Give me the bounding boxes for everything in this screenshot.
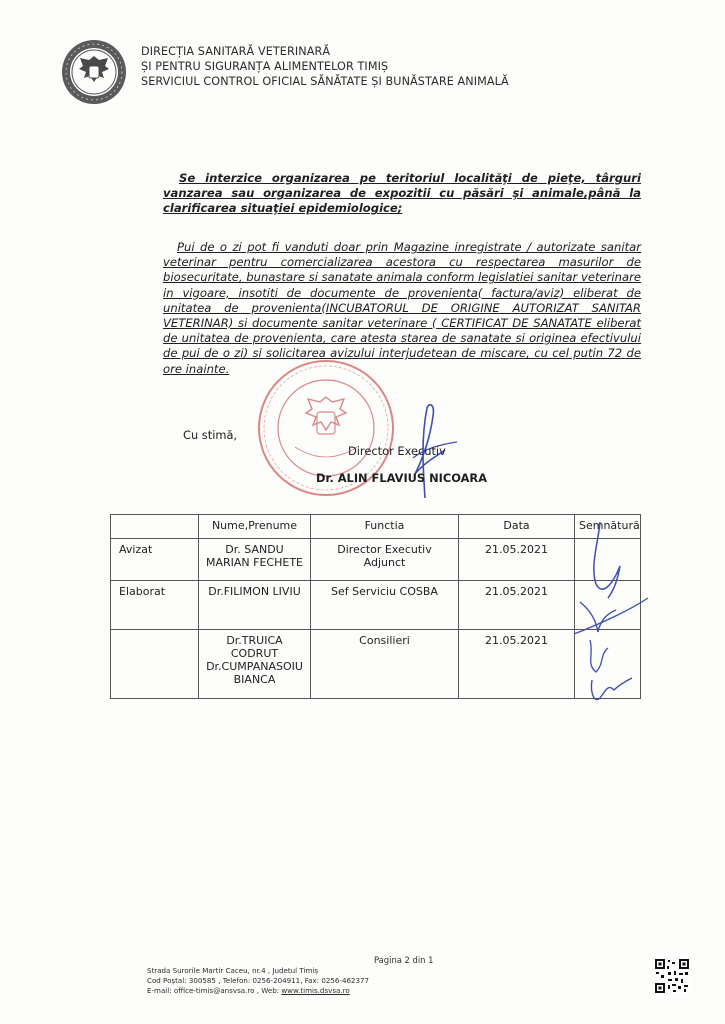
paragraph-market-ban: Se interzice organizarea pe teritoriul localităţi de pieţe, târguri vanzarea sau organizarea de expozitii cu păsări şi animale,până la clarificarea situaţiei epidemiologice; <box>163 171 641 216</box>
header-name: Nume,Prenume <box>199 515 311 539</box>
header-role <box>111 515 199 539</box>
director-name: Dr. ALIN FLAVIUS NICOARA <box>316 471 488 485</box>
row-name: Dr.FILIMON LIVIU <box>199 581 311 630</box>
closing-greeting: Cu stimă, <box>183 428 238 442</box>
header-service-line: SERVICIUL CONTROL OFICIAL SĂNĂTATE ȘI BUNĂSTARE ANIMALĂ <box>141 75 509 88</box>
page-number: Pagina 2 din 1 <box>374 955 434 965</box>
row-function: Consilieri <box>311 630 459 699</box>
row-role <box>111 630 199 699</box>
row-date: 21.05.2021 <box>459 581 575 630</box>
table-handwritten-signatures <box>560 514 650 714</box>
paragraph-day-old-chicks: Pui de o zi pot fi vanduti doar prin Magazine inregistrate / autorizate sanitar veterinar pentru comercializarea acestora cu respectarea masurilor de biosecuritate, bunastare si sanatate animala conform legislatiei sanitar veterinare in vigoare, insotiti de documente de provenienta( factura/aviz) eliberat de unitatea de provenienta(INCUBATORUL DE ORIGINE AUTORIZAT SANITAR VETERINAR) si documente sanitar veterinare ( CERTIFICAT DE SANATATE eliberat de unitatea de provenienta, care atesta starea de sanatate si originea efectivului de pui de o zi) si solicitarea avizului interjudetean de miscare, cu cel putin 72 de ore inainte. <box>163 240 642 376</box>
header-function: Functia <box>311 515 459 539</box>
row-name: Dr. SANDU MARIAN FECHETE <box>199 539 311 581</box>
row-function: Director Executiv Adjunct <box>311 539 459 581</box>
row-role: Avizat <box>111 539 199 581</box>
header-institution-line-2: ȘI PENTRU SIGURANȚA ALIMENTELOR TIMIȘ <box>141 60 389 73</box>
footer-email-web <box>147 986 350 995</box>
director-title: Director Executiv <box>348 444 446 458</box>
row-date: 21.05.2021 <box>459 630 575 699</box>
header-date: Data <box>459 515 575 539</box>
row-function: Sef Serviciu COSBA <box>311 581 459 630</box>
row-date: 21.05.2021 <box>459 539 575 581</box>
footer-contact: Cod Poștal: 300585 , Telefon: 0256-204911, Fax: 0256-462377 <box>147 976 370 985</box>
header-institution-line-1: DIRECȚIA SANITARĂ VETERINARĂ <box>141 45 331 58</box>
footer-address: Strada Surorile Martir Caceu, nr.4 , Judetul Timiș <box>147 966 319 975</box>
qr-code <box>654 958 690 994</box>
government-seal-logo <box>60 38 128 106</box>
footer-email: E-mail: office-timis@ansvsa.ro , Web: <box>147 986 282 995</box>
footer-website-link[interactable]: www.timis.dsvsa.ro <box>281 986 350 995</box>
row-role: Elaborat <box>111 581 199 630</box>
header-signature: Semnătură <box>575 515 641 539</box>
row-name: Dr.TRUICA CODRUT Dr.CUMPANASOIU BIANCA <box>199 630 311 699</box>
